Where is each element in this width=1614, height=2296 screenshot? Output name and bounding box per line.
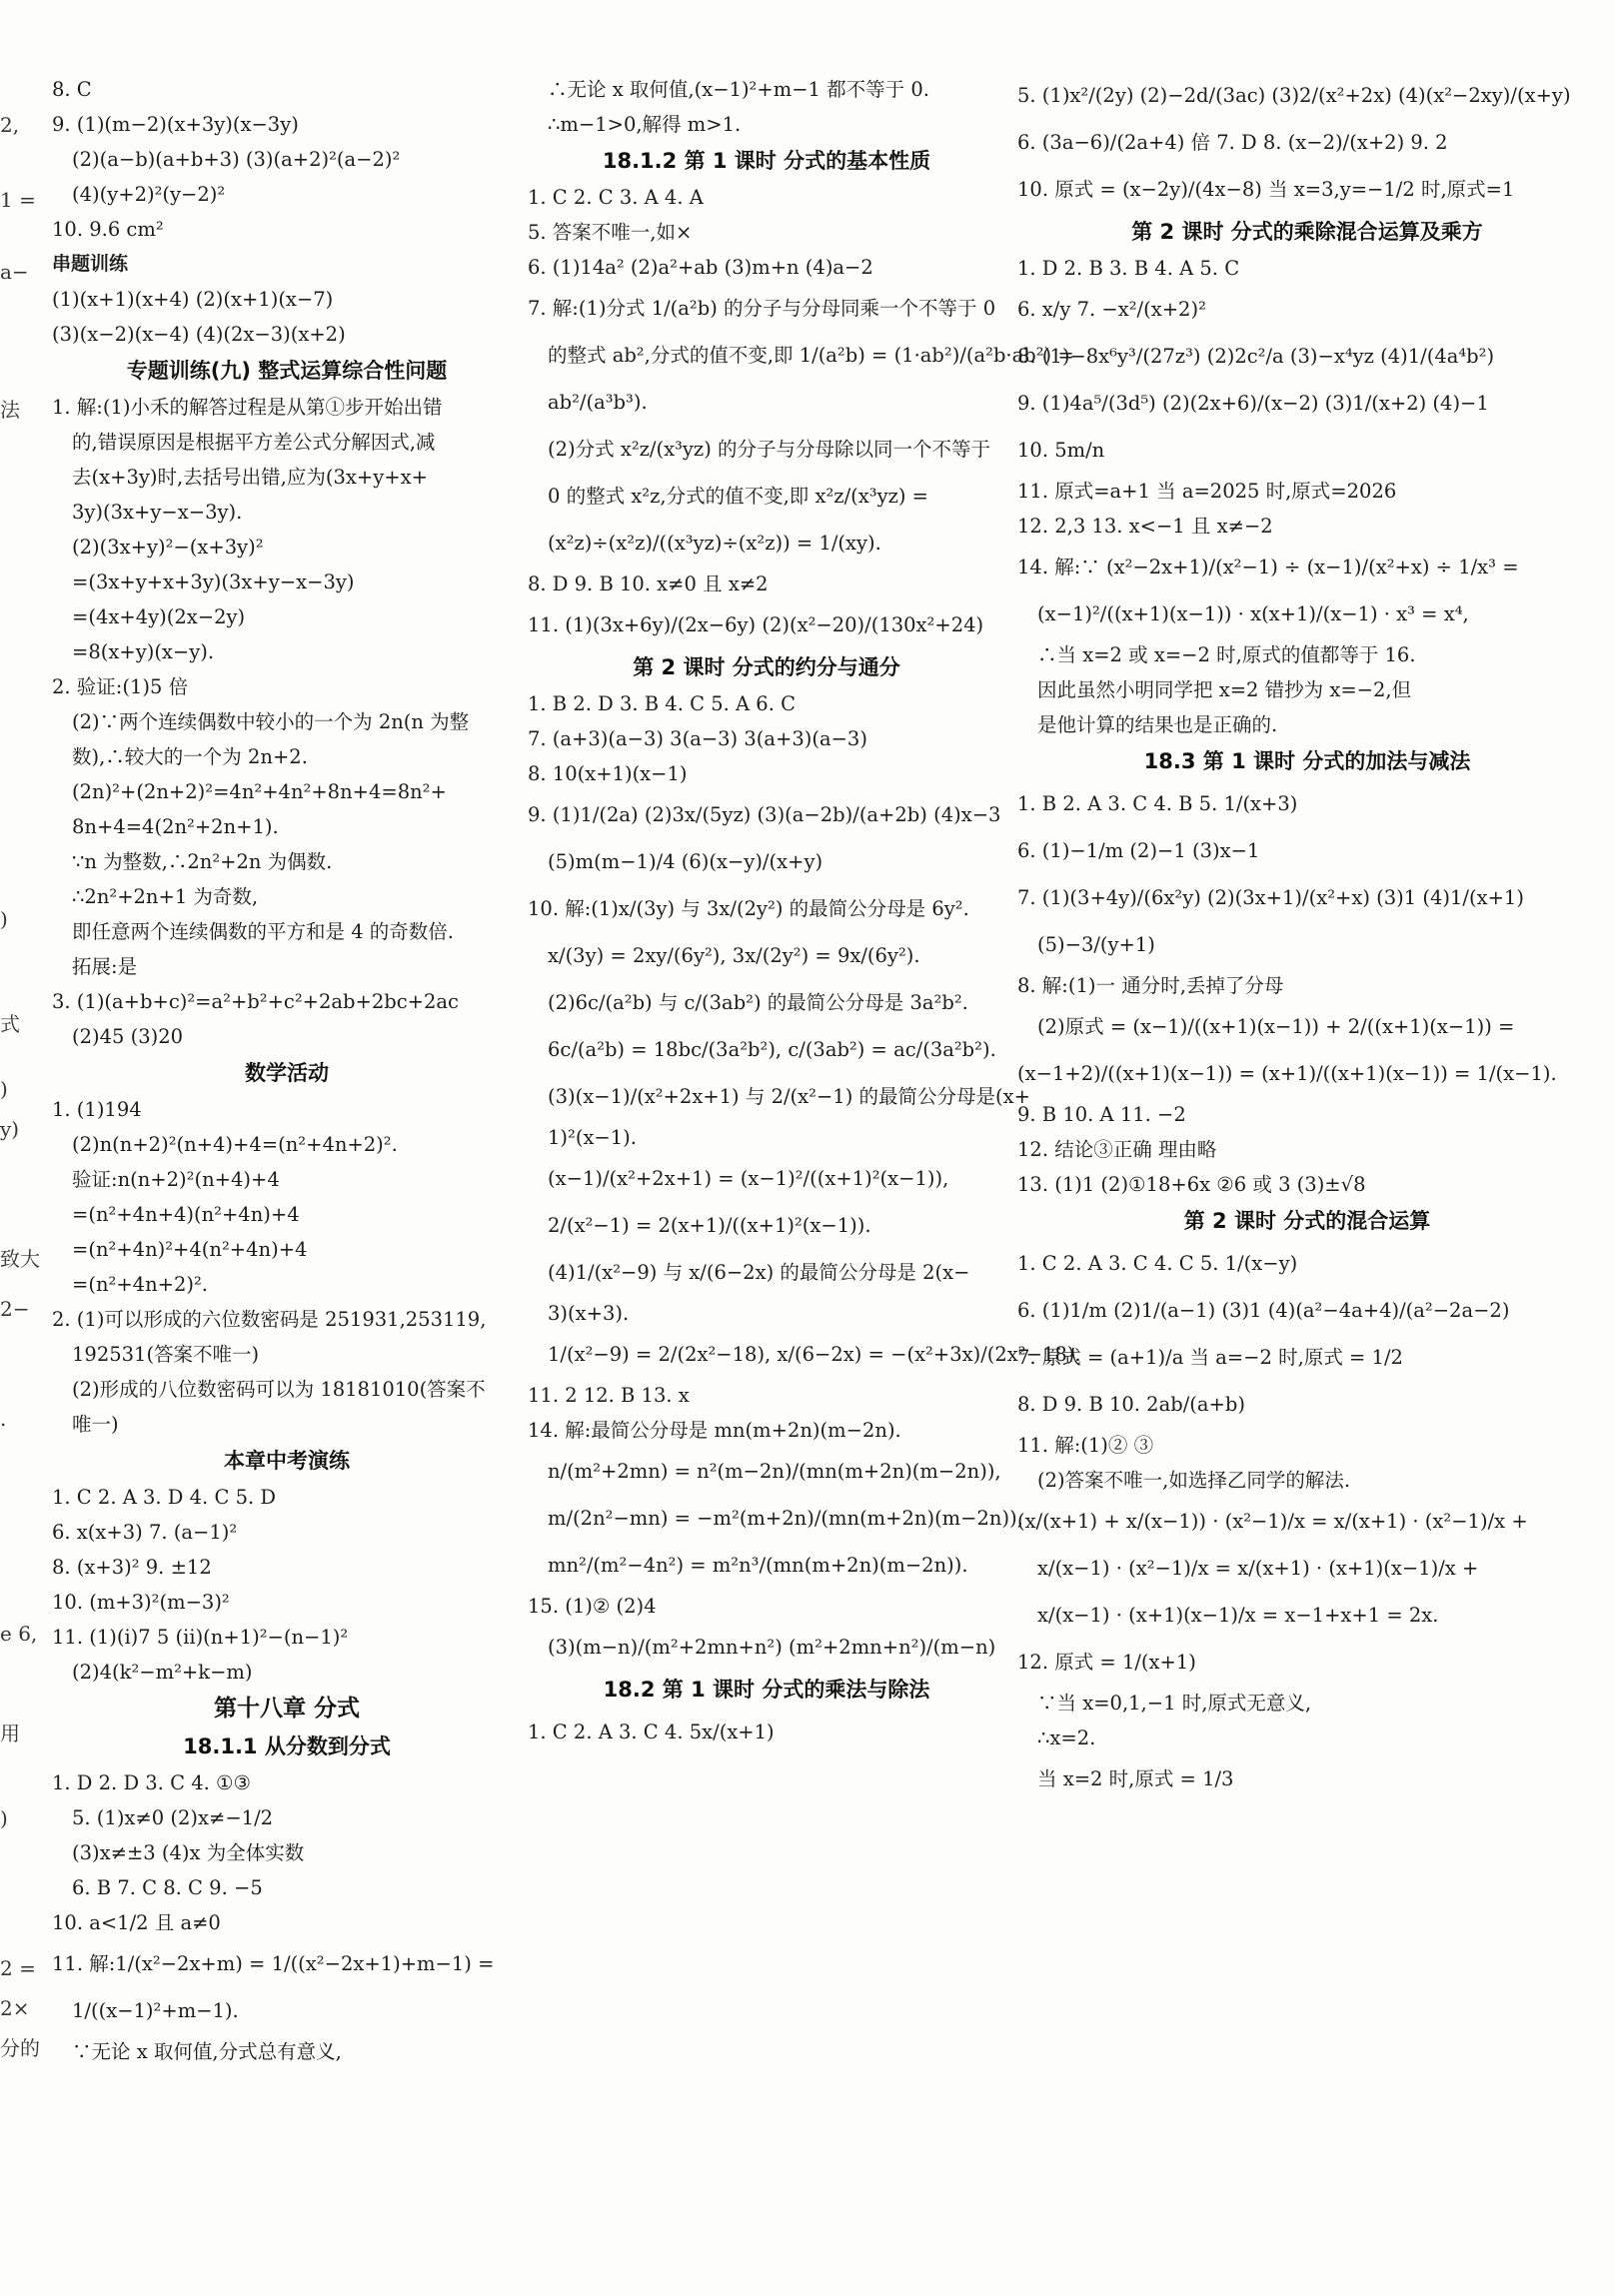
answer-line: 5. (1)x²/(2y) (2)−2d/(3ac) (3)2/(x²+2x) (4)(x²−2xy)/(x+y) (1017, 84, 1571, 107)
answer-line: 当 x=2 时,原式 = 1/3 (1037, 1767, 1234, 1790)
answer-line: 是他计算的结果也是正确的. (1037, 713, 1278, 736)
answer-line: (5)m(m−1)/4 (6)(x−y)/(x+y) (548, 850, 823, 873)
answer-line: 6. x/y 7. −x²/(x+2)² (1017, 298, 1206, 321)
answer-line: 3y)(3x+y−x−3y). (72, 501, 243, 524)
answer-line: 8n+4=4(2n²+2n+1). (72, 815, 279, 838)
answer-line: 6c/(a²b) = 18bc/(3a²b²), c/(3ab²) = ac/(3a²b²). (548, 1038, 996, 1061)
answer-line: 1. C 2. A 3. C 4. C 5. 1/(x−y) (1017, 1252, 1298, 1275)
answer-line: 1. C 2. C 3. A 4. A (528, 186, 704, 209)
answer-line: (x²z)÷(x²z)/((x³yz)÷(x²z)) = 1/(xy). (548, 532, 881, 555)
answer-line: 唯一) (72, 1413, 119, 1436)
answer-line: x/(3y) = 2xy/(6y²), 3x/(2y²) = 9x/(6y²). (548, 944, 920, 967)
answer-line: 10. 5m/n (1017, 439, 1105, 462)
answer-line: (2)答案不唯一,如选择乙同学的解法. (1037, 1469, 1351, 1492)
answer-line: m/(2n²−mn) = −m²(m+2n)/(mn(m+2n)(m−2n)), (548, 1507, 1023, 1530)
answer-line: ∴2n²+2n+1 为奇数, (72, 885, 259, 908)
answer-line: 6. B 7. C 8. C 9. −5 (72, 1876, 263, 1899)
answer-line: 1. C 2. A 3. C 4. 5x/(x+1) (528, 1721, 775, 1743)
answer-line: 1. D 2. B 3. B 4. A 5. C (1017, 257, 1240, 280)
answer-line: 1. B 2. A 3. C 4. B 5. 1/(x+3) (1017, 792, 1298, 815)
answer-line: 6. (3a−6)/(2a+4) 倍 7. D 8. (x−2)/(x+2) 9. 2 (1017, 131, 1448, 154)
section-heading: 18.2 第 1 课时 分式的乘法与除法 (603, 1678, 930, 1702)
answer-line: 3)(x+3). (548, 1302, 630, 1325)
answer-line: (x−1+2)/((x+1)(x−1)) = (x+1)/((x+1)(x−1)) = 1/(x−1). (1017, 1062, 1557, 1085)
answer-line: ∴m−1>0,解得 m>1. (548, 113, 742, 136)
answer-line: 3. (1)(a+b+c)²=a²+b²+c²+2ab+2bc+2ac (52, 990, 459, 1013)
answer-line: 9. B 10. A 11. −2 (1017, 1103, 1186, 1126)
answer-line: 12. 结论③正确 理由略 (1017, 1138, 1217, 1161)
answer-line: 11. (1)(ⅰ)7 5 (ⅱ)(n+1)²−(n−1)² (52, 1626, 349, 1649)
answer-line: 2/(x²−1) = 2(x+1)/((x+1)²(x−1)). (548, 1214, 871, 1237)
edge-fragment: 致大 (0, 1247, 40, 1271)
answer-line: =8(x+y)(x−y). (72, 640, 215, 663)
answer-line: 11. (1)(3x+6y)/(2x−6y) (2)(x²−20)/(130x²+24) (528, 613, 984, 636)
answer-line: 7. (a+3)(a−3) 3(a−3) 3(a+3)(a−3) (528, 727, 867, 750)
section-heading: 数学活动 (245, 1061, 329, 1085)
answer-line: 9. (1)4a⁵/(3d⁵) (2)(2x+6)/(x−2) (3)1/(x+2) (4)−1 (1017, 392, 1489, 415)
answer-line: 9. (1)1/(2a) (2)3x/(5yz) (3)(a−2b)/(a+2b) (4)x−3 (528, 803, 1001, 826)
answer-line: 5. 答案不唯一,如× (528, 221, 693, 244)
answer-line: 6. (1)14a² (2)a²+ab (3)m+n (4)a−2 (528, 256, 873, 279)
answer-line: 5. (1)x≠0 (2)x≠−1/2 (72, 1806, 274, 1829)
answer-line: (2)(3x+y)²−(x+3y)² (72, 536, 264, 559)
column-right (1017, 72, 1597, 1802)
answer-line: 15. (1)② (2)4 (528, 1595, 657, 1618)
answer-line: (4)1/(x²−9) 与 x/(6−2x) 的最简公分母是 2(x− (548, 1261, 970, 1284)
answer-line: =(n²+4n+2)². (72, 1273, 208, 1296)
edge-fragment: ) (0, 907, 8, 931)
answer-line: 1. (1)194 (52, 1098, 142, 1121)
section-heading: 第 2 课时 分式的混合运算 (1183, 1209, 1431, 1233)
answer-line: 1/((x−1)²+m−1). (72, 1999, 239, 2022)
answer-line: 验证:n(n+2)²(n+4)+4 (72, 1168, 280, 1191)
answer-line: 的,错误原因是根据平方差公式分解因式,减 (72, 431, 436, 454)
answer-line: 13. (1)1 (2)①18+6x ②6 或 3 (3)±√8 (1017, 1173, 1366, 1196)
edge-fragment: e 6, (0, 1622, 38, 1646)
answer-line: 数),∴较大的一个为 2n+2. (72, 745, 308, 768)
edge-fragment: 1 = (0, 188, 36, 212)
left-edge-fragments (0, 0, 40, 2296)
edge-fragment: y) (0, 1117, 20, 1141)
answer-line: x/(x−1) · (x+1)(x−1)/x = x−1+x+1 = 2x. (1037, 1604, 1439, 1627)
answer-line: (3)(m−n)/(m²+2mn+n²) (m²+2mn+n²)/(m−n) (548, 1636, 996, 1659)
answer-line: 8. 解:(1)一 通分时,丢掉了分母 (1017, 974, 1284, 997)
answer-line: 即任意两个连续偶数的平方和是 4 的奇数倍. (72, 920, 455, 943)
answer-line: 因此虽然小明同学把 x=2 错抄为 x=−2,但 (1037, 678, 1412, 701)
answer-line: 1. C 2. A 3. D 4. C 5. D (52, 1486, 277, 1509)
answer-line: 11. 解:(1)② ③ (1017, 1434, 1154, 1457)
answer-line: 2. 验证:(1)5 倍 (52, 675, 189, 698)
answer-line: 10. (m+3)²(m−3)² (52, 1591, 230, 1614)
answer-line: 8. (x+3)² 9. ±12 (52, 1556, 212, 1579)
edge-fragment: 2 = (0, 1956, 36, 1980)
answer-line: (2)分式 x²z/(x³yz) 的分子与分母除以同一个不等于 (548, 438, 990, 461)
section-heading: 18.1.1 从分数到分式 (183, 1734, 391, 1758)
answer-line: ∴当 x=2 或 x=−2 时,原式的值都等于 16. (1037, 643, 1416, 666)
answer-line: ∵当 x=0,1,−1 时,原式无意义, (1037, 1692, 1312, 1715)
answer-line: 14. 解:∵ (x²−2x+1)/(x²−1) ÷ (x−1)/(x²+x) ÷ 1/x³ = (1017, 556, 1519, 578)
answer-line: =(n²+4n)²+4(n²+4n)+4 (72, 1238, 308, 1261)
edge-fragment: 法 (0, 398, 20, 422)
answer-line: 8. D 9. B 10. x≠0 且 x≠2 (528, 573, 769, 595)
answer-line: 1)²(x−1). (548, 1126, 637, 1149)
answer-line: 12. 2,3 13. x<−1 且 x≠−2 (1017, 515, 1273, 538)
answer-line: (4)(y+2)²(y−2)² (72, 183, 226, 206)
answer-line: (2)(a−b)(a+b+3) (3)(a+2)²(a−2)² (72, 148, 401, 171)
answer-line: n/(m²+2mn) = n²(m−2n)/(mn(m+2n)(m−2n)), (548, 1460, 1001, 1483)
edge-fragment: 2, (0, 113, 20, 137)
answer-line: 1. D 2. D 3. C 4. ①③ (52, 1771, 251, 1794)
edge-fragment: 2× (0, 1996, 30, 2020)
answer-line: ∴x=2. (1037, 1726, 1096, 1749)
answer-line: 7. (1)(3+4y)/(6x²y) (2)(3x+1)/(x²+x) (3)1 (4)1/(x+1) (1017, 886, 1524, 909)
answer-line: 11. 解:1/(x²−2x+m) = 1/((x²−2x+1)+m−1) = (52, 1952, 495, 1975)
answer-line: 11. 2 12. B 13. x (528, 1384, 690, 1407)
edge-fragment: 2− (0, 1297, 30, 1321)
answer-line: (5)−3/(y+1) (1037, 933, 1155, 956)
answer-line: ∴无论 x 取何值,(x−1)²+m−1 都不等于 0. (548, 78, 929, 101)
answer-line: 7. 解:(1)分式 1/(a²b) 的分子与分母同乘一个不等于 0 (528, 297, 996, 320)
answer-line: (2)6c/(a²b) 与 c/(3ab²) 的最简公分母是 3a²b². (548, 991, 968, 1014)
answer-line: 9. (1)(m−2)(x+3y)(x−3y) (52, 113, 299, 136)
answer-line: 7. 原式 = (a+1)/a 当 a=−2 时,原式 = 1/2 (1017, 1346, 1403, 1369)
answer-line: (x−1)²/((x+1)(x−1)) · x(x+1)/(x−1) · x³ = x⁴, (1037, 602, 1469, 625)
answer-line: x/(x−1) · (x²−1)/x = x/(x+1) · (x+1)(x−1)/x + (1037, 1557, 1479, 1580)
answer-line: (2)形成的八位数密码可以为 18181010(答案不 (72, 1378, 486, 1401)
answer-line: 14. 解:最简公分母是 mn(m+2n)(m−2n). (528, 1419, 901, 1442)
answer-line: 10. a<1/2 且 a≠0 (52, 1911, 221, 1934)
answer-line: 192531(答案不唯一) (72, 1343, 260, 1366)
answer-line: 10. 原式 = (x−2y)/(4x−8) 当 x=3,y=−1/2 时,原式=1 (1017, 178, 1515, 201)
answer-line: 2. (1)可以形成的六位数密码是 251931,253119, (52, 1308, 487, 1331)
answer-line: (3)(x−2)(x−4) (4)(2x−3)(x+2) (52, 323, 346, 346)
answer-line: 8. (1)−8x⁶y³/(27z³) (2)2c²/a (3)−x⁴yz (4)1/(4a⁴b²) (1017, 345, 1495, 368)
answer-line: 6. x(x+3) 7. (a−1)² (52, 1521, 238, 1544)
answer-line: 8. C (52, 78, 92, 101)
answer-line: ab²/(a³b³). (548, 391, 648, 414)
answer-line: =(3x+y+x+3y)(3x+y−x−3y) (72, 571, 355, 593)
answer-line: 10. 9.6 cm² (52, 218, 164, 241)
answer-line: (2)∵两个连续偶数中较小的一个为 2n(n 为整 (72, 710, 470, 733)
answer-line: ∵n 为整数,∴2n²+2n 为偶数. (72, 850, 333, 873)
answer-line: =(n²+4n+4)(n²+4n)+4 (72, 1203, 300, 1226)
edge-fragment: ) (0, 1077, 8, 1101)
answer-line: (2)n(n+2)²(n+4)+4=(n²+4n+2)². (72, 1133, 398, 1156)
answer-line: 1. B 2. D 3. B 4. C 5. A 6. C (528, 692, 797, 715)
answer-line: =(4x+4y)(2x−2y) (72, 605, 246, 628)
answer-line: 0 的整式 x²z,分式的值不变,即 x²z/(x³yz) = (548, 485, 929, 508)
answer-line: (x/(x+1) + x/(x−1)) · (x²−1)/x = x/(x+1) · (x²−1)/x + (1017, 1510, 1528, 1533)
answer-line: mn²/(m²−4n²) = m²n³/(mn(m+2n)(m−2n)). (548, 1554, 968, 1577)
edge-fragment: ) (0, 1806, 8, 1830)
edge-fragment: 分的 (0, 2036, 40, 2060)
edge-fragment: 用 (0, 1722, 20, 1745)
answer-line: 12. 原式 = 1/(x+1) (1017, 1651, 1196, 1674)
answer-line: 1/(x²−9) = 2/(2x²−18), x/(6−2x) = −(x²+3x)/(2x²−18). (548, 1343, 1081, 1366)
answer-line: (2n)²+(2n+2)²=4n²+4n²+8n+4=8n²+ (72, 780, 447, 803)
answer-line: 拓展:是 (72, 955, 138, 978)
answer-line: 11. 原式=a+1 当 a=2025 时,原式=2026 (1017, 480, 1397, 503)
section-heading: 本章中考演练 (224, 1449, 350, 1473)
answer-line: (2)原式 = (x−1)/((x+1)(x−1)) + 2/((x+1)(x−1)) = (1037, 1015, 1515, 1038)
answer-line: (1)(x+1)(x+4) (2)(x+1)(x−7) (52, 288, 334, 311)
column-left (52, 72, 522, 2069)
section-heading: 专题训练(九) 整式运算综合性问题 (126, 359, 448, 383)
subsection-heading: 串题训练 (52, 253, 129, 275)
section-heading: 18.3 第 1 课时 分式的加法与减法 (1143, 749, 1471, 773)
edge-fragment: . (0, 1407, 7, 1431)
section-heading: 第 2 课时 分式的乘除混合运算及乘方 (1131, 220, 1483, 244)
answer-line: (3)(x−1)/(x²+2x+1) 与 2/(x²−1) 的最简公分母是(x+ (548, 1085, 1030, 1108)
answer-line: 去(x+3y)时,去括号出错,应为(3x+y+x+ (72, 466, 428, 489)
answer-line: (x−1)/(x²+2x+1) = (x−1)²/((x+1)²(x−1)), (548, 1167, 949, 1190)
answer-line: 8. D 9. B 10. 2ab/(a+b) (1017, 1393, 1245, 1416)
answer-line: 6. (1)−1/m (2)−1 (3)x−1 (1017, 839, 1260, 862)
answer-line: 8. 10(x+1)(x−1) (528, 762, 688, 785)
answer-line: 的整式 ab²,分式的值不变,即 1/(a²b) = (1·ab²)/(a²b·ab²) = (548, 344, 1074, 367)
answer-line: (2)4(k²−m²+k−m) (72, 1661, 253, 1684)
answer-line: ∵无论 x 取何值,分式总有意义, (72, 2040, 342, 2063)
section-heading: 第十八章 分式 (213, 1696, 360, 1722)
answer-line: (3)x≠±3 (4)x 为全体实数 (72, 1841, 305, 1864)
section-heading: 第 2 课时 分式的约分与通分 (633, 655, 900, 679)
answer-line: 1. 解:(1)小禾的解答过程是从第①步开始出错 (52, 396, 443, 419)
answer-line: (2)45 (3)20 (72, 1025, 184, 1048)
answer-line: 6. (1)1/m (2)1/(a−1) (3)1 (4)(a²−4a+4)/(a²−2a−2) (1017, 1299, 1510, 1322)
edge-fragment: 式 (0, 1012, 20, 1036)
section-heading: 18.1.2 第 1 课时 分式的基本性质 (602, 149, 931, 173)
edge-fragment: a− (0, 260, 29, 284)
answer-line: 10. 解:(1)x/(3y) 与 3x/(2y²) 的最简公分母是 6y². (528, 897, 969, 920)
